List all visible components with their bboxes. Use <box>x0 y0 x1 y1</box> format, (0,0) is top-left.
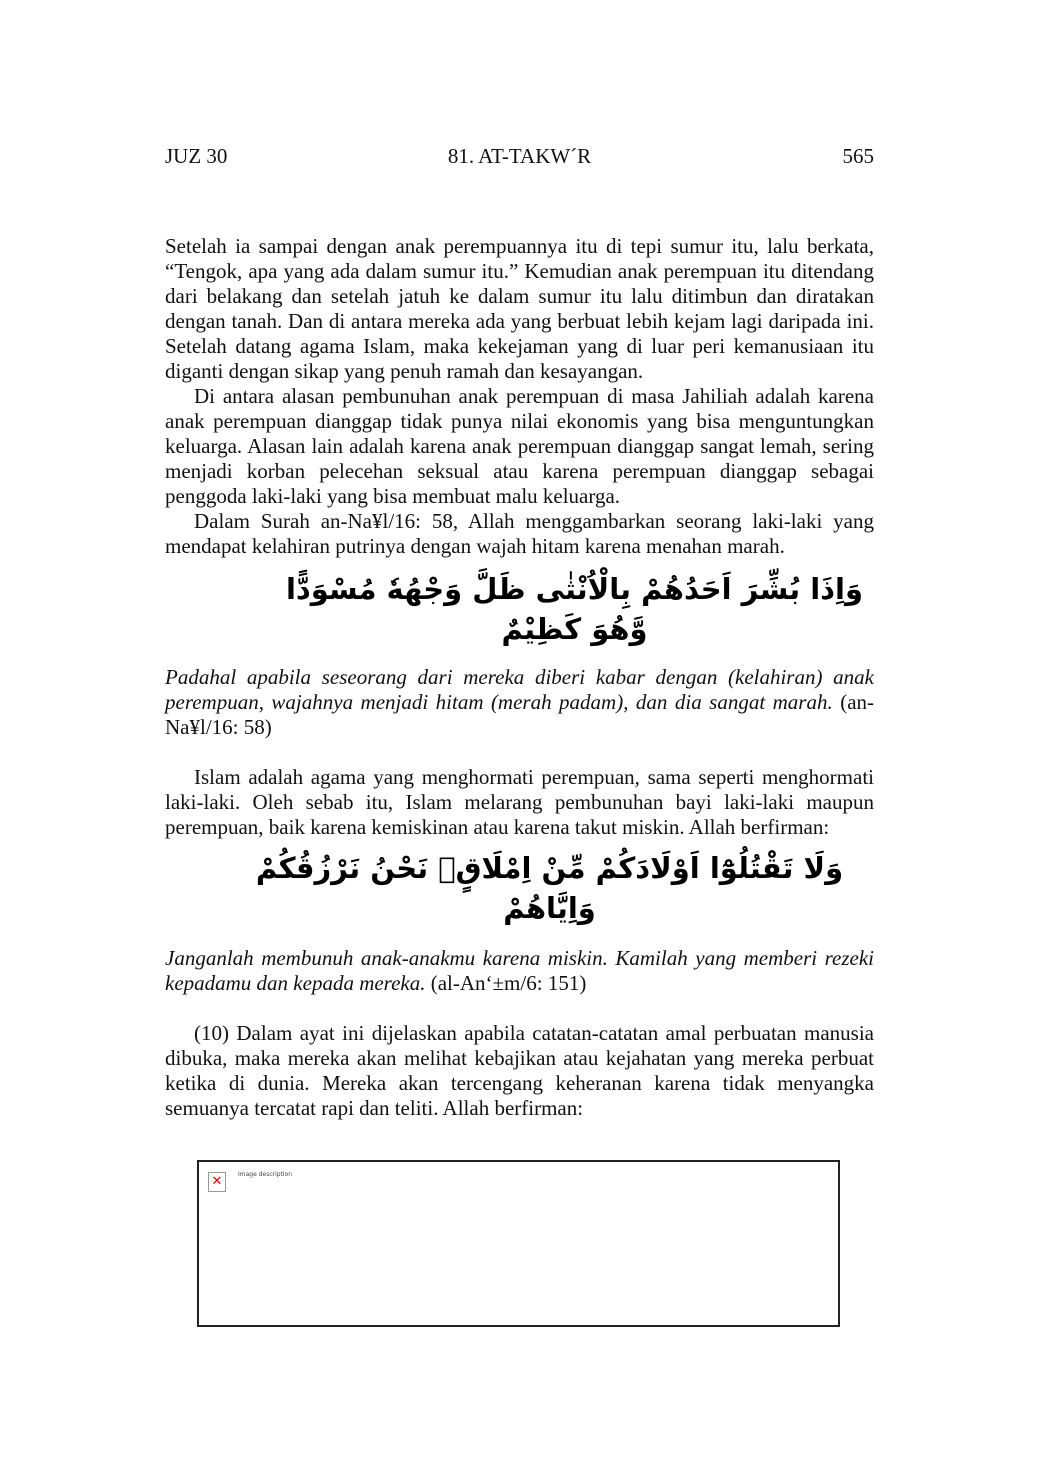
image-placeholder <box>197 1160 840 1327</box>
page-header <box>165 144 874 174</box>
page-body <box>165 234 874 1121</box>
paragraph-5: (10) Dalam ayat ini dijelaskan apabila catatan-catatan amal perbuatan manusia dibuka, maka mereka akan melihat kebajikan atau kejahatan yang mereka perbuat ketika di dunia. Mereka akan tercengang keheranan karena tidak menyangka semuanya tercatat rapi dan teliti. Allah berfirman: <box>165 1021 874 1120</box>
arabic-verse-1: وَاِذَا بُشِّرَ اَحَدُهُمْ بِالْاُنْثٰى ظَلَّ وَجْهُهٗ مُسْوَدًّا وَّهُوَ كَظِيْمٌ <box>285 572 863 646</box>
paragraph-4: Islam adalah agama yang menghormati perempuan, sama seperti menghormati laki-laki. Oleh sebab itu, Islam melarang pembunuhan bayi laki-laki maupun perempuan, baik karena kemiskinan atau karena takut miskin. Allah berfirman: <box>165 765 874 839</box>
verse-2-translation-text: Janganlah membunuh anak-anakmu karena miskin. Kamilah yang memberi rezeki kepadamu dan kepada mereka. <box>165 946 874 995</box>
paragraph-1: Setelah ia sampai dengan anak perempuannya itu di tepi sumur itu, lalu berkata, “Tengok, apa yang ada dalam sumur itu.” Kemudian anak perempuan itu ditendang dari belakang dan setelah jatuh ke dalam sumur itu lalu ditimbun dan diratakan dengan tanah. Dan di antara mereka ada yang berbuat lebih kejam lagi daripada ini. Setelah datang agama Islam, maka kekejaman yang di luar peri kemanusiaan itu diganti dengan sikap yang penuh ramah dan kesayangan. <box>165 234 874 383</box>
verse-2-translation <box>165 946 874 996</box>
verse-1-translation-text: Padahal apabila seseorang dari mereka diberi kabar dengan (kelahiran) anak perempuan, wajahnya menjadi hitam (merah padam), dan dia sangat marah. <box>165 665 874 714</box>
juz-label: JUZ 30 <box>165 144 228 168</box>
paragraph-2: Di antara alasan pembunuhan anak perempuan di masa Jahiliah adalah karena anak perempuan dianggap tidak punya nilai ekonomis yang bisa menguntungkan keluarga. Alasan lain adalah karena anak perempuan dianggap sangat lemah, sering menjadi korban pelecehan seksual atau karena perempuan dianggap sebagai penggoda laki-laki yang bisa membuat malu keluarga. <box>165 384 874 508</box>
page-number: 565 <box>842 144 874 168</box>
verse-2-reference: (al-An‘±m/6: 151) <box>430 971 587 995</box>
arabic-verse-2: وَلَا تَقْتُلُوْٓا اَوْلَادَكُمْ مِّنْ اِمْلَاقٍۗ نَحْنُ نَرْزُقُكُمْ وَاِيَّاهُمْ <box>255 851 844 925</box>
broken-image-icon: ✕ <box>208 1172 226 1192</box>
surah-title: 81. AT-TAKW´R <box>447 144 592 168</box>
paragraph-3: Dalam Surah an-Na¥l/16: 58, Allah menggambarkan seorang laki-laki yang mendapat kelahiran putrinya dengan wajah hitam karena menahan marah. <box>165 509 874 558</box>
verse-1-reference: (an-Na¥l/16: 58) <box>165 690 875 739</box>
image-alt-text: Image description <box>238 1171 293 1178</box>
verse-1-translation <box>165 665 874 740</box>
